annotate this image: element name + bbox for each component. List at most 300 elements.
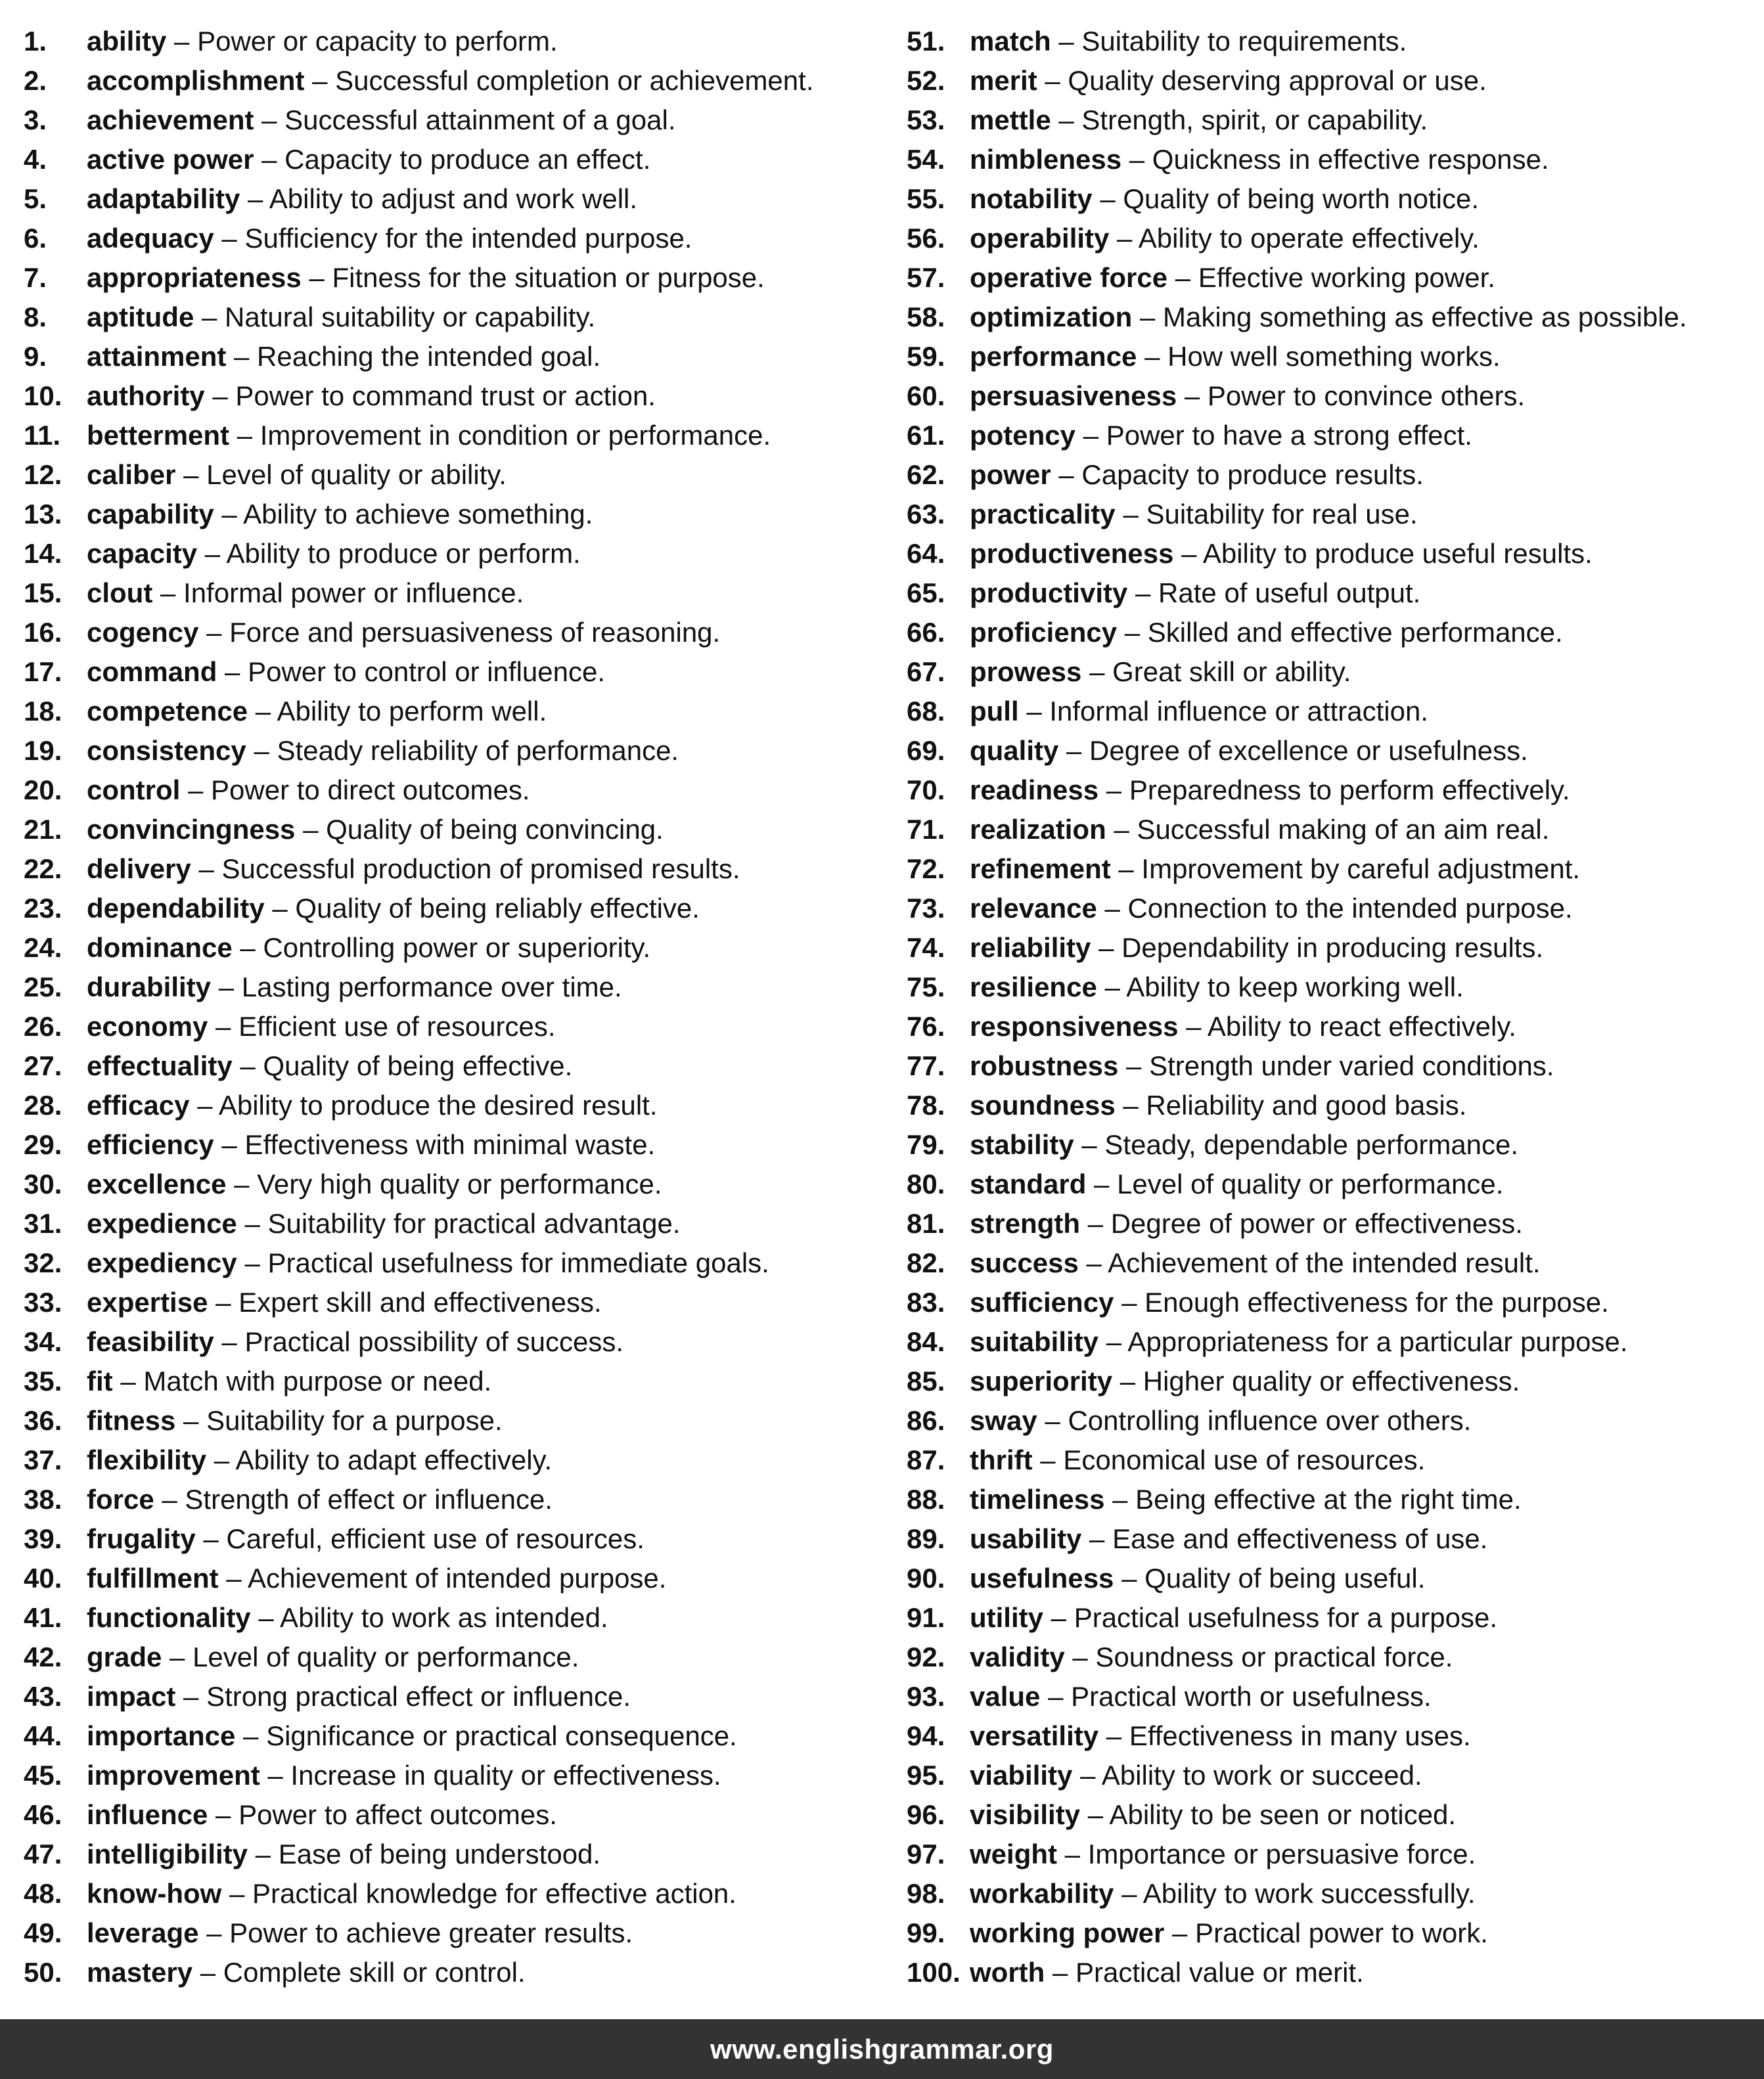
item-number: 66. xyxy=(907,617,945,648)
item-definition: – Successful completion or achievement. xyxy=(304,65,814,96)
item-term: adaptability xyxy=(87,183,240,214)
item-definition: – Power to have a strong effect. xyxy=(1075,420,1472,451)
item-term: performance xyxy=(970,341,1137,372)
item-definition: – Power to direct outcomes. xyxy=(180,774,530,805)
item-number: 21. xyxy=(24,814,62,845)
list-item xyxy=(24,928,878,968)
item-number: 41. xyxy=(24,1602,62,1633)
list-item xyxy=(24,1874,878,1913)
item-term: operative force xyxy=(970,262,1168,293)
item-number: 89. xyxy=(907,1523,945,1554)
list-item xyxy=(24,1638,878,1677)
item-definition: – Degree of excellence or usefulness. xyxy=(1058,735,1528,766)
item-definition: – Ability to react effectively. xyxy=(1178,1011,1516,1042)
item-term: resilience xyxy=(970,972,1097,1002)
item-number: 27. xyxy=(24,1050,62,1081)
item-definition: – Suitability for a purpose. xyxy=(175,1405,503,1436)
item-term: realization xyxy=(970,814,1106,845)
item-definition: – Steady, dependable performance. xyxy=(1074,1129,1519,1160)
item-number: 42. xyxy=(24,1642,62,1672)
item-definition: – Level of quality or performance. xyxy=(162,1642,579,1672)
item-definition: – Rate of useful output. xyxy=(1127,577,1421,608)
item-definition: – Steady reliability of performance. xyxy=(246,735,679,766)
item-term: viability xyxy=(970,1760,1073,1791)
item-term: standard xyxy=(970,1169,1087,1199)
item-number: 15. xyxy=(24,577,62,608)
item-term: excellence xyxy=(87,1169,227,1199)
item-definition: – Quickness in effective response. xyxy=(1121,144,1549,175)
item-number: 100. xyxy=(907,1957,961,1988)
item-term: authority xyxy=(87,380,205,411)
item-number: 91. xyxy=(907,1602,945,1633)
item-definition: – Strength of effect or influence. xyxy=(154,1484,553,1515)
item-number: 76. xyxy=(907,1011,945,1042)
item-term: fitness xyxy=(87,1405,176,1436)
item-number: 90. xyxy=(907,1563,945,1594)
item-number: 61. xyxy=(907,420,945,451)
list-item xyxy=(907,1204,1754,1243)
item-number: 9. xyxy=(24,341,47,372)
item-definition: – Expert skill and effectiveness. xyxy=(208,1287,602,1318)
item-number: 5. xyxy=(24,183,47,214)
list-item xyxy=(24,1125,878,1165)
item-definition: – Ability to perform well. xyxy=(248,696,547,727)
item-number: 51. xyxy=(907,26,945,56)
item-term: practicality xyxy=(970,499,1116,529)
item-definition: – Degree of power or effectiveness. xyxy=(1080,1208,1523,1239)
item-number: 8. xyxy=(24,302,47,332)
item-definition: – Higher quality or effectiveness. xyxy=(1112,1366,1520,1397)
list-item xyxy=(907,376,1754,416)
item-term: capability xyxy=(87,499,214,529)
list-item xyxy=(24,1322,878,1362)
list-item xyxy=(907,1716,1754,1756)
item-definition: – Ability to produce or perform. xyxy=(197,538,581,569)
item-definition: – Practical possibility of success. xyxy=(214,1326,623,1357)
item-term: productiveness xyxy=(970,538,1174,569)
item-term: workability xyxy=(970,1878,1114,1909)
item-number: 88. xyxy=(907,1484,945,1515)
item-term: leverage xyxy=(87,1917,199,1948)
list-item xyxy=(907,1519,1754,1559)
item-number: 57. xyxy=(907,262,945,293)
item-term: aptitude xyxy=(87,302,194,332)
list-item xyxy=(907,928,1754,968)
list-item xyxy=(907,61,1754,101)
item-number: 24. xyxy=(24,932,62,963)
item-number: 10. xyxy=(24,380,62,411)
list-column-right xyxy=(907,22,1754,1992)
list-item xyxy=(24,1559,878,1598)
item-definition: – Reliability and good basis. xyxy=(1115,1090,1467,1121)
item-term: command xyxy=(87,656,217,687)
item-number: 45. xyxy=(24,1760,62,1791)
item-definition: – Power to affect outcomes. xyxy=(208,1799,557,1830)
item-number: 50. xyxy=(24,1957,62,1988)
item-term: persuasiveness xyxy=(970,380,1177,411)
item-definition: – Effectiveness in many uses. xyxy=(1098,1720,1471,1751)
list-item xyxy=(24,1480,878,1519)
item-number: 80. xyxy=(907,1169,945,1199)
list-item xyxy=(24,101,878,140)
list-item xyxy=(24,455,878,495)
list-item xyxy=(24,1046,878,1086)
item-number: 96. xyxy=(907,1799,945,1830)
list-item xyxy=(907,1480,1754,1519)
item-term: pull xyxy=(970,696,1019,727)
item-term: weight xyxy=(970,1839,1057,1869)
list-item xyxy=(24,1165,878,1204)
item-number: 70. xyxy=(907,774,945,805)
item-definition: – Effectiveness with minimal waste. xyxy=(214,1129,656,1160)
item-term: durability xyxy=(87,972,212,1002)
item-definition: – Great skill or ability. xyxy=(1081,656,1351,687)
list-item xyxy=(24,1204,878,1243)
list-item xyxy=(907,1953,1754,1992)
item-number: 49. xyxy=(24,1917,62,1948)
item-number: 29. xyxy=(24,1129,62,1160)
item-number: 82. xyxy=(907,1247,945,1278)
item-number: 7. xyxy=(24,262,47,293)
list-item xyxy=(907,495,1754,534)
item-term: achievement xyxy=(87,104,254,135)
list-item xyxy=(24,219,878,258)
item-definition: – Improvement by careful adjustment. xyxy=(1110,853,1581,884)
item-term: ability xyxy=(87,26,167,56)
list-item xyxy=(24,573,878,613)
list-item xyxy=(907,1086,1754,1125)
item-definition: – Economical use of resources. xyxy=(1032,1444,1426,1475)
item-number: 86. xyxy=(907,1405,945,1436)
item-number: 22. xyxy=(24,853,62,884)
list-item xyxy=(24,140,878,179)
item-number: 69. xyxy=(907,735,945,766)
item-term: importance xyxy=(87,1720,236,1751)
item-definition: – Increase in quality or effectiveness. xyxy=(260,1760,721,1791)
item-definition: – Practical value or merit. xyxy=(1045,1957,1364,1988)
list-item xyxy=(24,771,878,810)
item-term: proficiency xyxy=(970,617,1118,648)
footer-website[interactable]: www.englishgrammar.org xyxy=(710,2033,1054,2065)
item-definition: – Lasting performance over time. xyxy=(211,972,622,1002)
item-term: adequacy xyxy=(87,223,214,254)
list-item xyxy=(24,61,878,101)
item-term: readiness xyxy=(970,774,1099,805)
item-definition: – Suitability for practical advantage. xyxy=(237,1208,681,1239)
item-number: 53. xyxy=(907,104,945,135)
item-term: mastery xyxy=(87,1957,193,1988)
item-definition: – Practical usefulness for immediate goals. xyxy=(237,1247,769,1278)
item-definition: – Ability to work as intended. xyxy=(250,1602,608,1633)
item-definition: – Strength under varied conditions. xyxy=(1118,1050,1554,1081)
item-term: reliability xyxy=(970,932,1091,963)
item-term: usability xyxy=(970,1523,1082,1554)
item-definition: – Appropriateness for a particular purpose. xyxy=(1098,1326,1628,1357)
item-number: 43. xyxy=(24,1681,62,1712)
list-item xyxy=(907,1165,1754,1204)
item-definition: – Match with purpose or need. xyxy=(112,1366,492,1397)
item-definition: – Practical worth or usefulness. xyxy=(1040,1681,1432,1712)
list-item xyxy=(24,495,878,534)
list-item xyxy=(24,968,878,1007)
item-definition: – Connection to the intended purpose. xyxy=(1097,893,1573,924)
item-term: stability xyxy=(970,1129,1074,1160)
item-number: 77. xyxy=(907,1050,945,1081)
item-number: 72. xyxy=(907,853,945,884)
item-definition: – Efficient use of resources. xyxy=(208,1011,556,1042)
item-number: 47. xyxy=(24,1839,62,1869)
item-number: 30. xyxy=(24,1169,62,1199)
item-number: 11. xyxy=(24,420,61,451)
item-number: 1. xyxy=(24,26,47,56)
item-term: convincingness xyxy=(87,814,296,845)
item-term: potency xyxy=(970,420,1076,451)
item-term: usefulness xyxy=(970,1563,1114,1594)
item-term: force xyxy=(87,1484,154,1515)
item-definition: – Ability to adapt effectively. xyxy=(206,1444,553,1475)
list-item xyxy=(24,1401,878,1441)
item-definition: – Preparedness to perform effectively. xyxy=(1098,774,1570,805)
item-definition: – How well something works. xyxy=(1137,341,1501,372)
item-number: 63. xyxy=(907,499,945,529)
list-item xyxy=(907,1283,1754,1322)
list-item xyxy=(24,1519,878,1559)
item-definition: – Achievement of the intended result. xyxy=(1078,1247,1541,1278)
item-definition: – Importance or persuasive force. xyxy=(1057,1839,1476,1869)
footer-bar xyxy=(0,2019,1764,2079)
item-number: 60. xyxy=(907,380,945,411)
list-item xyxy=(24,534,878,573)
item-term: frugality xyxy=(87,1523,196,1554)
list-item xyxy=(907,22,1754,61)
item-number: 93. xyxy=(907,1681,945,1712)
list-item xyxy=(907,613,1754,652)
item-number: 40. xyxy=(24,1563,62,1594)
item-number: 12. xyxy=(24,459,62,490)
item-number: 18. xyxy=(24,696,62,727)
list-item xyxy=(907,731,1754,771)
list-item xyxy=(907,179,1754,219)
item-term: impact xyxy=(87,1681,176,1712)
item-term: worth xyxy=(970,1957,1045,1988)
item-definition: – Successful making of an aim real. xyxy=(1106,814,1550,845)
list-item xyxy=(907,298,1754,337)
list-item xyxy=(907,573,1754,613)
list-item xyxy=(24,613,878,652)
item-definition: – Soundness or practical force. xyxy=(1064,1642,1453,1672)
item-term: strength xyxy=(970,1208,1080,1239)
list-item xyxy=(24,416,878,455)
item-number: 20. xyxy=(24,774,62,805)
list-item xyxy=(24,731,878,771)
list-item xyxy=(24,1716,878,1756)
item-term: suitability xyxy=(970,1326,1099,1357)
item-term: expediency xyxy=(87,1247,237,1278)
item-definition: – Successful production of promised results. xyxy=(191,853,740,884)
list-item xyxy=(24,1953,878,1992)
item-term: power xyxy=(970,459,1051,490)
item-number: 48. xyxy=(24,1878,62,1909)
list-item xyxy=(24,1795,878,1835)
list-item xyxy=(907,1559,1754,1598)
list-item xyxy=(24,298,878,337)
item-definition: – Suitability to requirements. xyxy=(1051,26,1407,56)
item-number: 44. xyxy=(24,1720,62,1751)
item-definition: – Ability to achieve something. xyxy=(214,499,593,529)
item-definition: – Achievement of intended purpose. xyxy=(218,1563,667,1594)
item-definition: – Skilled and effective performance. xyxy=(1117,617,1563,648)
list-item xyxy=(24,849,878,889)
item-number: 68. xyxy=(907,696,945,727)
list-column-left xyxy=(24,22,878,1992)
item-term: economy xyxy=(87,1011,208,1042)
item-definition: – Ability to operate effectively. xyxy=(1109,223,1480,254)
item-number: 87. xyxy=(907,1444,945,1475)
list-item xyxy=(907,140,1754,179)
item-term: improvement xyxy=(87,1760,260,1791)
item-number: 62. xyxy=(907,459,945,490)
item-definition: – Practical power to work. xyxy=(1164,1917,1488,1948)
item-number: 65. xyxy=(907,577,945,608)
list-item xyxy=(24,1835,878,1874)
item-definition: – Power to control or influence. xyxy=(217,656,606,687)
item-number: 2. xyxy=(24,65,47,96)
item-term: relevance xyxy=(970,893,1097,924)
item-term: fit xyxy=(87,1366,113,1397)
list-item xyxy=(24,889,878,928)
item-term: soundness xyxy=(970,1090,1116,1121)
list-item xyxy=(24,652,878,692)
item-number: 71. xyxy=(907,814,945,845)
item-term: attainment xyxy=(87,341,227,372)
item-definition: – Enough effectiveness for the purpose. xyxy=(1114,1287,1609,1318)
item-term: fulfillment xyxy=(87,1563,219,1594)
item-term: competence xyxy=(87,696,248,727)
list-item xyxy=(24,1677,878,1716)
list-item xyxy=(907,1322,1754,1362)
item-number: 19. xyxy=(24,735,62,766)
item-number: 59. xyxy=(907,341,945,372)
item-definition: – Effective working power. xyxy=(1167,262,1495,293)
item-definition: – Reaching the intended goal. xyxy=(226,341,601,372)
item-definition: – Power to achieve greater results. xyxy=(198,1917,633,1948)
list-item xyxy=(24,179,878,219)
item-number: 52. xyxy=(907,65,945,96)
item-term: sufficiency xyxy=(970,1287,1114,1318)
list-item xyxy=(24,1362,878,1401)
item-term: efficacy xyxy=(87,1090,190,1121)
item-number: 73. xyxy=(907,893,945,924)
item-definition: – Ease and effectiveness of use. xyxy=(1081,1523,1488,1554)
item-term: timeliness xyxy=(970,1484,1105,1515)
item-number: 17. xyxy=(24,656,62,687)
item-definition: – Significance or practical consequence. xyxy=(235,1720,737,1751)
item-definition: – Natural suitability or capability. xyxy=(194,302,596,332)
item-definition: – Complete skill or control. xyxy=(192,1957,526,1988)
item-term: quality xyxy=(970,735,1059,766)
list-item xyxy=(24,692,878,731)
list-item xyxy=(24,1283,878,1322)
item-number: 84. xyxy=(907,1326,945,1357)
item-definition: – Improvement in condition or performance. xyxy=(229,420,771,451)
item-number: 67. xyxy=(907,656,945,687)
list-item xyxy=(907,1125,1754,1165)
item-number: 98. xyxy=(907,1878,945,1909)
item-definition: – Capacity to produce an effect. xyxy=(254,144,651,175)
list-item xyxy=(24,22,878,61)
item-term: accomplishment xyxy=(87,65,305,96)
list-item xyxy=(907,1677,1754,1716)
item-definition: – Ability to keep working well. xyxy=(1097,972,1464,1002)
item-number: 23. xyxy=(24,893,62,924)
item-term: visibility xyxy=(970,1799,1081,1830)
list-item xyxy=(907,1243,1754,1283)
item-number: 31. xyxy=(24,1208,62,1239)
item-term: cogency xyxy=(87,617,199,648)
item-definition: – Dependability in producing results. xyxy=(1091,932,1544,963)
item-number: 85. xyxy=(907,1366,945,1397)
item-definition: – Quality of being reliably effective. xyxy=(264,893,700,924)
item-definition: – Practical knowledge for effective action. xyxy=(221,1878,736,1909)
item-definition: – Controlling influence over others. xyxy=(1037,1405,1472,1436)
item-number: 75. xyxy=(907,972,945,1002)
list-item xyxy=(24,1756,878,1795)
item-definition: – Level of quality or ability. xyxy=(175,459,507,490)
list-item xyxy=(907,652,1754,692)
list-item xyxy=(24,1243,878,1283)
list-item xyxy=(907,337,1754,376)
item-definition: – Power to convince others. xyxy=(1177,380,1526,411)
item-term: prowess xyxy=(970,656,1082,687)
item-definition: – Force and persuasiveness of reasoning. xyxy=(198,617,721,648)
list-item xyxy=(907,1401,1754,1441)
item-definition: – Power to command trust or action. xyxy=(204,380,656,411)
item-term: intelligibility xyxy=(87,1839,248,1869)
list-item xyxy=(907,534,1754,573)
list-item xyxy=(24,258,878,298)
item-term: nimbleness xyxy=(970,144,1122,175)
item-number: 34. xyxy=(24,1326,62,1357)
list-item xyxy=(907,416,1754,455)
item-number: 56. xyxy=(907,223,945,254)
item-term: feasibility xyxy=(87,1326,214,1357)
list-item xyxy=(907,849,1754,889)
item-number: 26. xyxy=(24,1011,62,1042)
item-term: expedience xyxy=(87,1208,237,1239)
item-term: match xyxy=(970,26,1051,56)
list-item xyxy=(907,258,1754,298)
item-number: 83. xyxy=(907,1287,945,1318)
item-term: betterment xyxy=(87,420,230,451)
list-item xyxy=(907,1598,1754,1638)
list-item xyxy=(24,1086,878,1125)
item-number: 35. xyxy=(24,1366,62,1397)
item-number: 99. xyxy=(907,1917,945,1948)
item-number: 14. xyxy=(24,538,62,569)
item-definition: – Suitability for real use. xyxy=(1115,499,1418,529)
list-item xyxy=(24,1598,878,1638)
item-definition: – Making something as effective as possible. xyxy=(1132,302,1687,332)
item-definition: – Ability to adjust and work well. xyxy=(240,183,638,214)
item-number: 58. xyxy=(907,302,945,332)
list-item xyxy=(907,810,1754,849)
item-number: 3. xyxy=(24,104,47,135)
item-number: 55. xyxy=(907,183,945,214)
list-item xyxy=(907,101,1754,140)
item-definition: – Very high quality or performance. xyxy=(226,1169,662,1199)
item-definition: – Practical usefulness for a purpose. xyxy=(1043,1602,1498,1633)
item-term: working power xyxy=(970,1917,1165,1948)
